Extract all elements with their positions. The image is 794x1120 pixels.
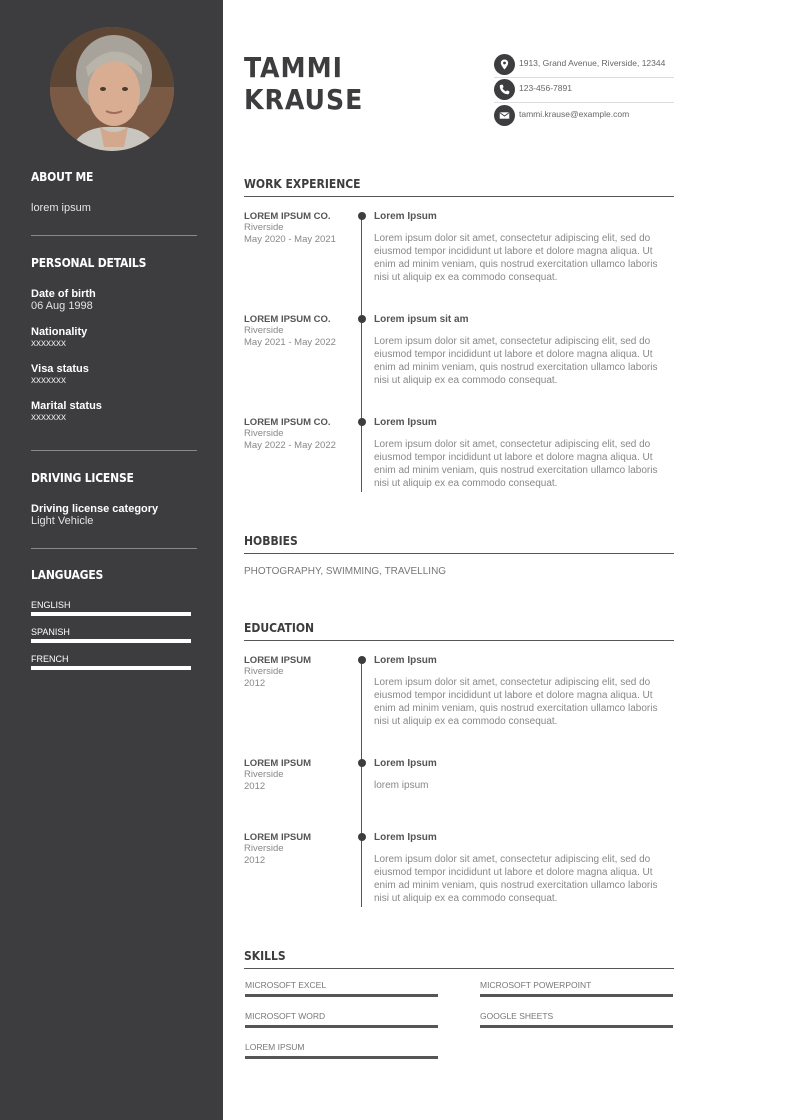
hobbies-heading: HOBBIES xyxy=(244,534,674,554)
about-heading: ABOUT ME xyxy=(31,170,94,184)
profile-photo xyxy=(50,27,174,151)
education-title: Lorem Ipsum xyxy=(374,655,437,666)
email-text[interactable]: tammi.krause@example.com xyxy=(519,109,630,119)
education-title: Lorem Ipsum xyxy=(374,758,437,769)
skill-level-bar xyxy=(245,1025,438,1028)
skill-name: MICROSOFT EXCEL xyxy=(245,980,327,990)
education-org: LOREM IPSUM xyxy=(244,655,312,666)
location-pin-icon xyxy=(494,54,515,75)
languages-section xyxy=(31,568,197,582)
language-level-bar xyxy=(31,666,191,670)
contact-email xyxy=(494,105,674,127)
divider xyxy=(31,548,197,549)
skill-level-bar xyxy=(480,1025,673,1028)
education-place: Riverside xyxy=(244,666,284,677)
education-entry-meta xyxy=(244,655,354,690)
divider xyxy=(31,450,197,451)
language-level-bar xyxy=(31,612,191,616)
work-dates: May 2021 - May 2022 xyxy=(244,337,336,348)
first-name: TAMMI xyxy=(244,51,344,84)
divider xyxy=(494,77,674,78)
education-dates: 2012 xyxy=(244,678,266,689)
skill-level-fill xyxy=(480,994,673,997)
work-timeline xyxy=(361,216,362,492)
skill-name: LOREM IPSUM xyxy=(245,1042,305,1052)
education-description: Lorem ipsum dolor sit amet, consectetur adipiscing elit, sed do eiusmod tempor incididunt ut labore et dolore magna aliqua. Ut enim ad minim veniam, quis nostrud exercitation ullamco laboris nisi ut aliquip ex ea commodo consequat. xyxy=(374,677,658,727)
work-description: Lorem ipsum dolor sit amet, consectetur adipiscing elit, sed do eiusmod tempor incididunt ut labore et dolore magna aliqua. Ut enim ad minim veniam, quis nostrud exercitation ullamco laboris nisi ut aliquip ex ea commodo consequat. xyxy=(374,336,658,386)
skill-level-bar xyxy=(245,994,438,997)
candidate-name xyxy=(244,52,363,116)
timeline-dot xyxy=(358,656,366,664)
skill-item xyxy=(245,1042,438,1052)
driving-license-heading: DRIVING LICENSE xyxy=(31,471,134,485)
work-description: Lorem ipsum dolor sit amet, consectetur adipiscing elit, sed do eiusmod tempor incididunt ut labore et dolore magna aliqua. Ut enim ad minim veniam, quis nostrud exercitation ullamco laboris nisi ut aliquip ex ea commodo consequat. xyxy=(374,233,658,283)
education-entry-meta xyxy=(244,832,354,867)
work-entry-body xyxy=(374,211,674,284)
address-text: 1913, Grand Avenue, Riverside, 12344 xyxy=(519,58,666,68)
personal-details-section xyxy=(31,256,197,423)
work-org: LOREM IPSUM CO. xyxy=(244,211,331,222)
education-dates: 2012 xyxy=(244,781,266,792)
divider xyxy=(31,235,197,236)
skill-level-fill xyxy=(245,1056,438,1059)
personal-details-heading: PERSONAL DETAILS xyxy=(31,256,147,270)
timeline-dot xyxy=(358,759,366,767)
work-org: LOREM IPSUM CO. xyxy=(244,314,331,325)
about-section xyxy=(31,170,197,214)
education-org: LOREM IPSUM xyxy=(244,758,312,769)
work-dates: May 2020 - May 2021 xyxy=(244,234,336,245)
work-entry-body xyxy=(374,417,674,490)
divider xyxy=(494,102,674,103)
nationality-value: xxxxxxx xyxy=(31,338,66,349)
language-level-bar xyxy=(31,639,191,643)
dob-label: Date of birth xyxy=(31,288,96,300)
work-dates: May 2022 - May 2022 xyxy=(244,440,336,451)
skill-item xyxy=(245,1011,438,1021)
contact-phone xyxy=(494,79,674,101)
hobbies-text: PHOTOGRAPHY, SWIMMING, TRAVELLING xyxy=(244,566,447,577)
skills-heading: SKILLS xyxy=(244,949,674,969)
work-experience-heading: WORK EXPERIENCE xyxy=(244,177,674,197)
education-entry-body xyxy=(374,758,674,792)
work-description: Lorem ipsum dolor sit amet, consectetur adipiscing elit, sed do eiusmod tempor incididunt ut labore et dolore magna aliqua. Ut enim ad minim veniam, quis nostrud exercitation ullamco laboris nisi ut aliquip ex ea commodo consequat. xyxy=(374,439,658,489)
work-title: Lorem Ipsum xyxy=(374,417,437,428)
education-title: Lorem Ipsum xyxy=(374,832,437,843)
education-place: Riverside xyxy=(244,843,284,854)
sidebar xyxy=(0,0,223,1120)
work-entry-meta xyxy=(244,211,354,246)
visa-label: Visa status xyxy=(31,363,89,375)
driving-license-section xyxy=(31,471,197,527)
timeline-dot xyxy=(358,833,366,841)
timeline-dot xyxy=(358,212,366,220)
work-title: Lorem Ipsum xyxy=(374,211,437,222)
education-description: lorem ipsum xyxy=(374,780,429,791)
work-place: Riverside xyxy=(244,325,284,336)
skill-item xyxy=(245,980,438,990)
driving-license-label: Driving license category xyxy=(31,503,159,515)
education-entry-body xyxy=(374,655,674,728)
work-title: Lorem ipsum sit am xyxy=(374,314,469,325)
skill-level-bar xyxy=(245,1056,438,1059)
education-place: Riverside xyxy=(244,769,284,780)
nationality-label: Nationality xyxy=(31,326,88,338)
contact-address xyxy=(494,54,674,76)
skill-name: MICROSOFT POWERPOINT xyxy=(480,980,592,990)
education-org: LOREM IPSUM xyxy=(244,832,312,843)
phone-icon xyxy=(494,79,515,100)
marital-label: Marital status xyxy=(31,400,102,412)
education-heading: EDUCATION xyxy=(244,621,674,641)
phone-text: 123-456-7891 xyxy=(519,83,572,93)
portrait-image xyxy=(50,27,174,151)
dob-value: 06 Aug 1998 xyxy=(31,300,93,312)
about-text: lorem ipsum xyxy=(31,202,91,214)
work-entry-body xyxy=(374,314,674,387)
education-description: Lorem ipsum dolor sit amet, consectetur adipiscing elit, sed do eiusmod tempor incididunt ut labore et dolore magna aliqua. Ut enim ad minim veniam, quis nostrud exercitation ullamco laboris nisi ut aliquip ex ea commodo consequat. xyxy=(374,854,658,904)
skill-item xyxy=(480,1011,673,1021)
skill-level-fill xyxy=(480,1025,673,1028)
work-org: LOREM IPSUM CO. xyxy=(244,417,331,428)
education-entry-meta xyxy=(244,758,354,793)
envelope-icon xyxy=(494,105,515,126)
work-place: Riverside xyxy=(244,222,284,233)
last-name: KRAUSE xyxy=(244,83,364,116)
work-place: Riverside xyxy=(244,428,284,439)
visa-value: xxxxxxx xyxy=(31,375,66,386)
skill-level-fill xyxy=(245,994,438,997)
language-name: SPANISH xyxy=(31,627,70,637)
skill-level-fill xyxy=(245,1025,438,1028)
driving-license-value: Light Vehicle xyxy=(31,515,94,527)
skill-level-bar xyxy=(480,994,673,997)
skill-name: GOOGLE SHEETS xyxy=(480,1011,554,1021)
work-entry-meta xyxy=(244,314,354,349)
marital-value: xxxxxxx xyxy=(31,412,66,423)
skill-item xyxy=(480,980,673,990)
work-entry-meta xyxy=(244,417,354,452)
education-entry-body xyxy=(374,832,674,905)
language-name: ENGLISH xyxy=(31,600,71,610)
timeline-dot xyxy=(358,315,366,323)
education-dates: 2012 xyxy=(244,855,266,866)
skill-name: MICROSOFT WORD xyxy=(245,1011,326,1021)
languages-heading: LANGUAGES xyxy=(31,568,104,582)
education-timeline xyxy=(361,660,362,907)
language-name: FRENCH xyxy=(31,654,69,664)
timeline-dot xyxy=(358,418,366,426)
